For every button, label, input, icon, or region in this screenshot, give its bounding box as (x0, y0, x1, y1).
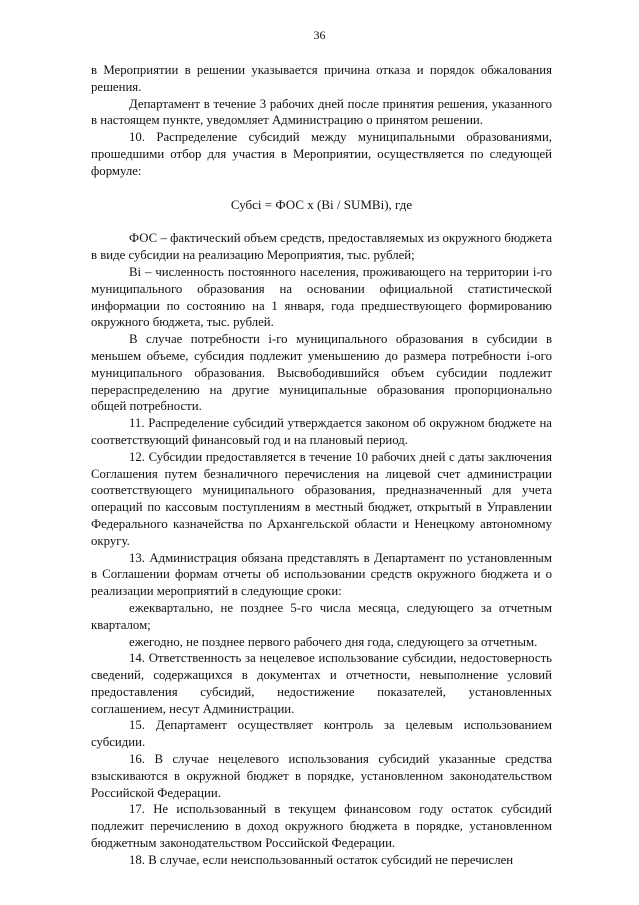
paragraph-decision-reason: в Мероприятии в решении указывается причина отказа и порядок обжалования решения. (91, 63, 552, 94)
page-number: 36 (313, 28, 326, 42)
paragraph-item-16: 16. В случае нецелевого использования субсидий указанные средства взыскиваются в окружной бюджет в порядке, установленном законодательством Российской Федерации. (91, 752, 552, 800)
body-text (91, 62, 552, 869)
paragraph-reduced-need: В случае потребности i-го муниципального образования в субсидии в меньшем объеме, субсидия подлежит уменьшению до размера потребности i-ого муниципального образования. Высвободившийся объем субсидии подлежит перераспределению на другие муниципальные образования пропорционально общей потребности. (91, 332, 552, 414)
paragraph-item-12: 12. Субсидии предоставляется в течение 10 рабочих дней с даты заключения Соглашения путем безналичного перечисления на лицевой счет администрации соответствующего муниципального образования, предназначенный для учета операций по кассовым поступлениям в местный бюджет, открытый в Управлении Федерального казначейства по Архангельской области и Ненецкому автономному округу. (91, 449, 552, 548)
paragraph-item-10: 10. Распределение субсидий между муниципальными образованиями, прошедшими отбор для участия в Мероприятии, осуществляется по следующей формуле: (91, 130, 552, 178)
paragraph-annual-term: ежегодно, не позднее первого рабочего дня года, следующего за отчетным. (129, 634, 538, 649)
paragraph-item-17: 17. Не использованный в текущем финансовом году остаток субсидий подлежит перечислению в доход окружного бюджета в порядке, установленном бюджетным законодательством Российской Федерации. (91, 802, 552, 851)
paragraph-item-15: 15. Департамент осуществляет контроль за целевым использованием субсидии. (91, 718, 552, 750)
paragraph-item-14: 14. Ответственность за нецелевое использование субсидии, недостоверность сведений, содержащихся в документах и отчетности, невыполнение условий предоставления субсидий, недостижение показателей, установленных соглашением, несут Администрации. (91, 651, 552, 716)
distribution-formula: Субсi = ФОС х (Вi / SUMВi), где (230, 196, 413, 212)
paragraph-bi-definition: Вi – численность постоянного населения, проживающего на территории i-го муниципального образования на основании официальной статистической информации по состоянию на 1 января, года предшествующего формированию окружного бюджета, тыс. рублей. (91, 264, 552, 330)
paragraph-item-18: 18. В случае, если неиспользованный остаток субсидий не перечислен (129, 852, 514, 867)
paragraph-quarterly-term: ежеквартально, не позднее 5-го числа месяца, следующего за отчетным кварталом; (91, 600, 552, 632)
paragraph-item-13: 13. Администрация обязана представлять в Департамент по установленным в Соглашении формам отчеты об использовании средств окружного бюджета и о реализации мероприятий в следующие сроки: (91, 550, 552, 599)
paragraph-fos-definition: ФОС – фактический объем средств, предоставляемых из окружного бюджета в виде субсидии на реализацию Мероприятия, тыс. рублей; (91, 231, 552, 263)
paragraph-item-11: 11. Распределение субсидий утверждается законом об окружном бюджете на соответствующий финансовый год и на плановый период. (91, 416, 552, 447)
paragraph-department-notice: Департамент в течение 3 рабочих дней после принятия решения, указанного в настоящем пункте, уведомляет Администрацию о принятом решении. (91, 96, 552, 128)
